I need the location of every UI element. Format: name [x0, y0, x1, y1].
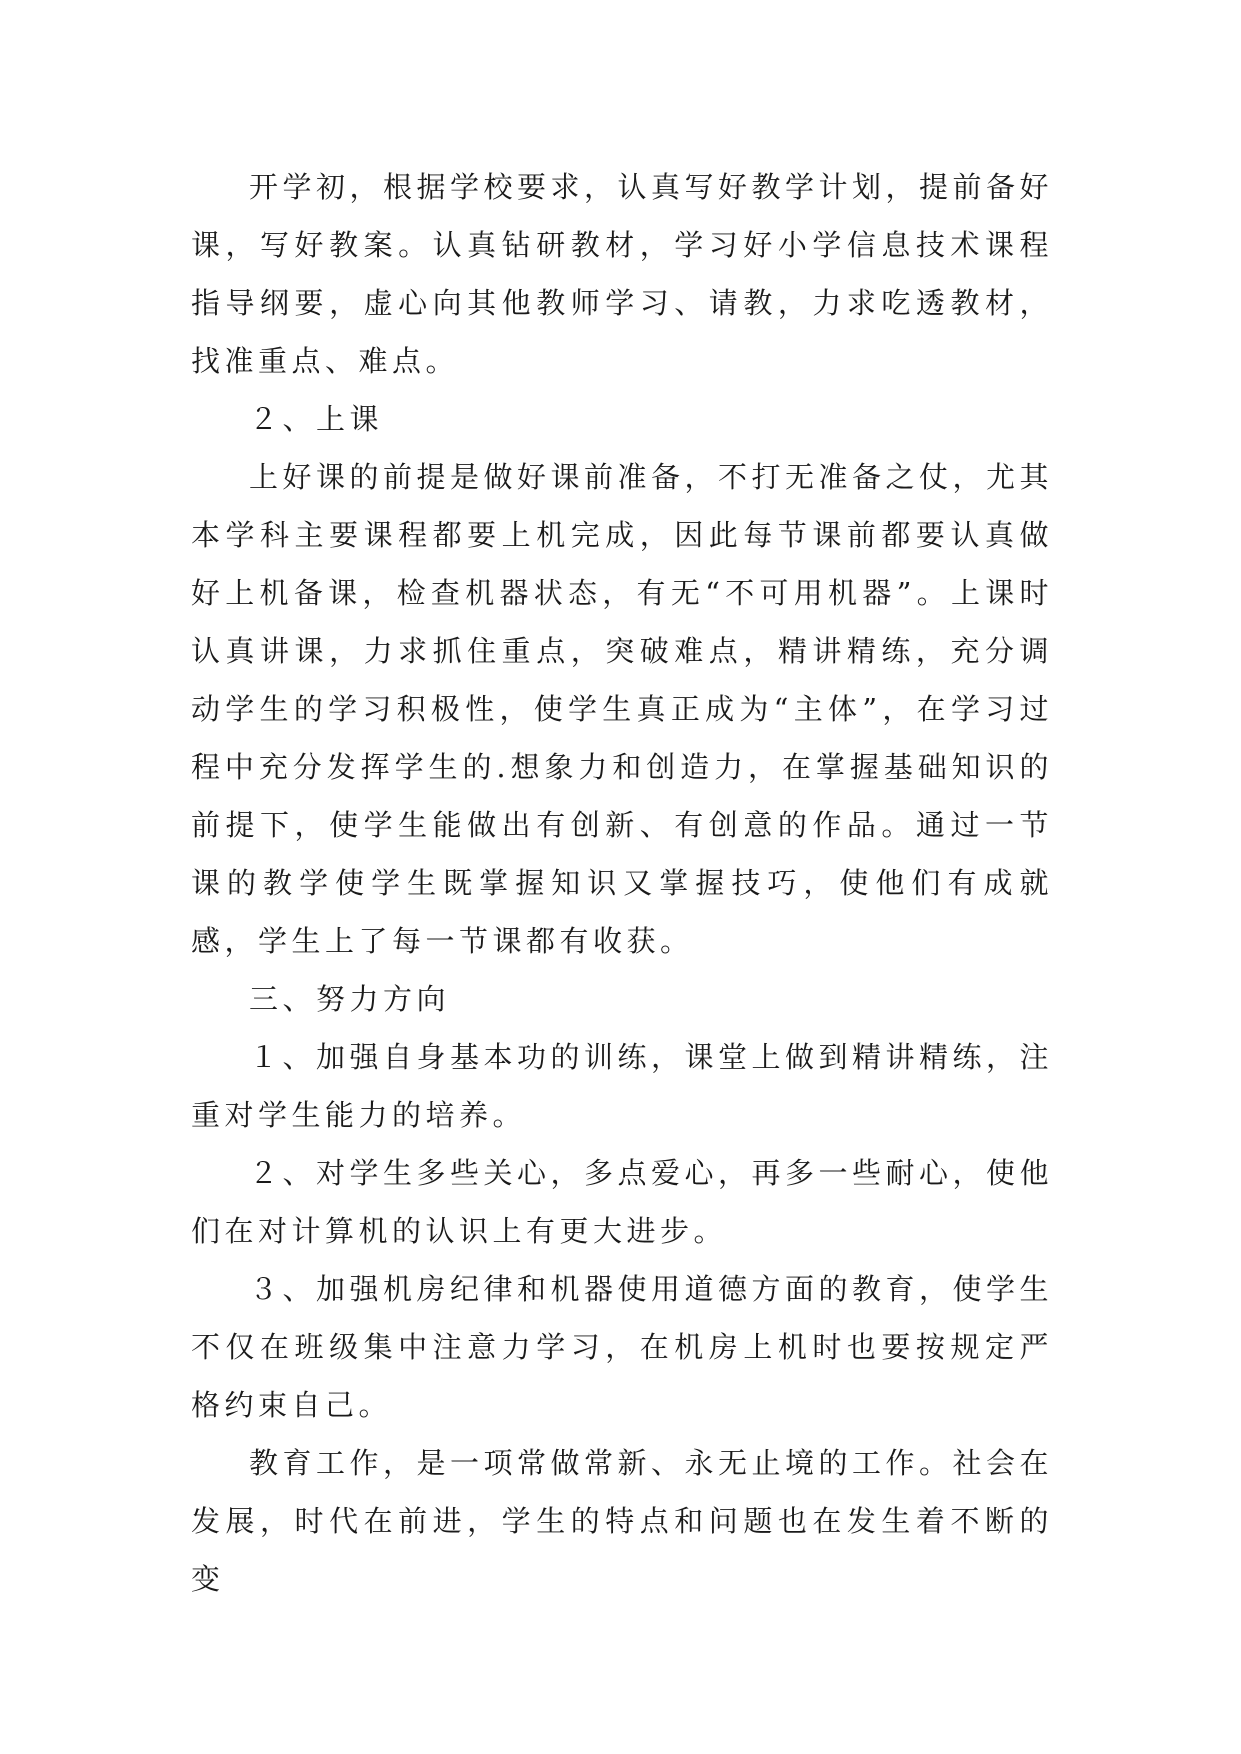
paragraph-lesson-preparation: 开学初，根据学校要求，认真写好教学计划，提前备好课，写好教案。认真钻研教材，学习好小学信息技术课程指导纲要，虚心向其他教师学习、请教，力求吃透教材，找准重点、难点。 — [191, 170, 1054, 378]
paragraph-conclusion: 教育工作，是一项常做常新、永无止境的工作。社会在发展，时代在前进，学生的特点和问题也在发生着不断的变 — [191, 1446, 1054, 1596]
paragraph-direction-2: ２、对学生多些关心，多点爱心，再多一些耐心，使他们在对计算机的认识上有更大进步。 — [191, 1156, 1054, 1248]
document-body — [191, 158, 1053, 1608]
paragraph-direction-3: ３、加强机房纪律和机器使用道德方面的教育，使学生不仅在班级集中注意力学习，在机房上机时也要按规定严格约束自己。 — [191, 1272, 1054, 1422]
section-heading-direction: 三、努力方向 — [249, 982, 451, 1016]
paragraph-direction-1: １、加强自身基本功的训练，课堂上做到精讲精练，注重对学生能力的培养。 — [191, 1040, 1054, 1132]
section-heading-class: ２、上课 — [249, 402, 384, 436]
paragraph-class-teaching: 上好课的前提是做好课前准备，不打无准备之仗，尤其本学科主要课程都要上机完成，因此每节课前都要认真做好上机备课，检查机器状态，有无“不可用机器”。上课时认真讲课，力求抓住重点，突破难点，精讲精练，充分调动学生的学习积极性，使学生真正成为“主体”，在学习过程中充分发挥学生的.想象力和创造力，在掌握基础知识的前提下，使学生能做出有创新、有创意的作品。通过一节课的教学使学生既掌握知识又掌握技巧，使他们有成就感，学生上了每一节课都有收获。 — [191, 460, 1054, 958]
